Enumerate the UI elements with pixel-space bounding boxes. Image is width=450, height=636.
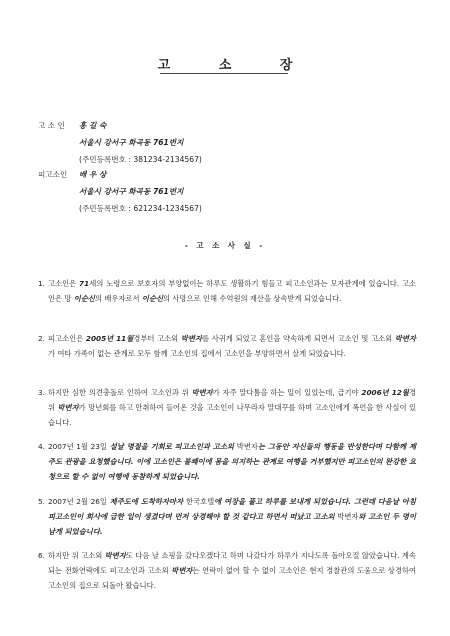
emphasis-text: 설날 명절을 기회로 피고소인과 고소외 [106, 442, 237, 451]
emphasis-text: 박변자 [394, 334, 416, 343]
accused-id: (주민등록번호 : 621234-1234567) [79, 204, 202, 213]
emphasis-text: 박변자 [57, 403, 79, 412]
paragraph-number: 2. [38, 334, 45, 343]
paragraph-number: 5. [38, 497, 45, 506]
plain-text: 하지만 심한 의견충돌로 인하여 고소인과 위 [48, 388, 192, 397]
paragraph-number: 4. [38, 442, 45, 451]
plain-text: 도 다음 날 쇼핑을 갔다오겠다고 하며 나갔다가 하루가 지나도록 돌아오질 않았습니다. 계속되는 전화연락에도 피고소인과 고소외 [48, 551, 416, 575]
plain-text: 2007년 2월 26일 [48, 497, 107, 506]
paragraph-text [48, 276, 416, 306]
emphasis-text: 는 그동안 자신들의 행동을 반성한다며 다함께 제주도 관광을 요청했습니다. 이에 고소인은 불쾌이에 몸을 의지하는 관계로 여행을 거부했지만 피고소인의 완강한 요청으로 할 수 없이 여행에 동참하게 되었습니다. [48, 442, 416, 481]
accused-label: 피고소인 [38, 170, 68, 179]
paragraph-text [48, 385, 416, 430]
emphasis-text: 이순신 [141, 294, 164, 303]
plain-text: 가 망년회를 하고 만취하여 들어온 것을 고소인이 나무라자 말대꾸를 하며 고소인에게 폭언을 한 사실이 있습니다. [48, 403, 416, 427]
complainant-label: 고 소 인 [38, 121, 65, 130]
accused-name: 배 우 상 [79, 170, 107, 179]
paragraph [38, 494, 416, 539]
accused-block [38, 166, 202, 217]
plain-text: 를 사귀게 되었고 혼인을 약속하게 되면서 고소인 및 고소외 [202, 334, 395, 343]
paragraph-text [48, 331, 416, 361]
emphasis-text: 박변자 [180, 334, 203, 343]
paragraph-number: 6. [38, 551, 45, 560]
plain-text: 박변자 [236, 442, 258, 451]
section-heading: - 고 소 사 실 - [184, 241, 266, 250]
emphasis-text: 71 [79, 279, 90, 288]
complainant-address: 서울시 강서구 화곡동 761번지 [79, 138, 184, 147]
plain-text: 한국호텔 [185, 497, 215, 506]
emphasis-text: 2006년 12월 [361, 388, 409, 397]
plain-text: 의 사망으로 인해 수억원의 재산을 상속받게 되었습니다. [163, 294, 342, 303]
emphasis-text: 박변자 [191, 388, 213, 397]
paragraph [38, 331, 416, 361]
plain-text: 의 배우자로서 [94, 294, 142, 303]
paragraph-number: 1. [38, 279, 45, 288]
plain-text: 고소인은 [48, 279, 80, 288]
plain-text: 박변자 [337, 512, 359, 521]
plain-text: 경 위 [48, 388, 416, 412]
plain-text: 2007년 1월 23일 [48, 442, 107, 451]
plain-text: 는 연락이 없어 할 수 없이 고소인은 현지 경찰관의 도움으로 상경하여 고소인의 집으로 되돌아 왔습니다. [48, 566, 416, 590]
paragraph-number: 3. [38, 388, 45, 397]
plain-text: 하지만 위 고소외 [48, 551, 105, 560]
emphasis-text: 이순신 [73, 294, 95, 303]
paragraph-text [48, 494, 416, 539]
emphasis-text: 에 여장을 풀고 하루를 보내게 되었습니다. 그런데 다음날 아침 피고소인이 회사에 급한 일이 생겼다며 먼저 상경해야 할 것 같다고 하면서 떠났고 고소외 [48, 497, 416, 521]
paragraph-text [48, 439, 416, 484]
emphasis-text: 제주도에 도착하자마자 [106, 497, 186, 506]
paragraph [38, 548, 416, 593]
plain-text: 가 자주 말다툼을 하는 일이 있었는데, 급기야 [212, 388, 362, 397]
paragraph-text [48, 548, 416, 593]
plain-text: 경부터 고소외 [133, 334, 181, 343]
emphasis-text: 박변자 [171, 566, 193, 575]
document-title: 고 소 장 [157, 58, 315, 73]
emphasis-text: 박변자 [104, 551, 126, 560]
accused-address: 서울시 강서구 화곡동 761번지 [79, 187, 184, 196]
paragraph [38, 385, 416, 430]
plain-text: 피고소인은 [48, 334, 86, 343]
complainant-id: (주민등록번호 : 381234-2134567) [79, 155, 202, 164]
emphasis-text: 2005년 11월 [85, 334, 134, 343]
plain-text: 가 여타 가족이 없는 관계로 모두 함께 고소인의 집에서 고소인을 부양하면서 살게 되었습니다. [48, 349, 347, 358]
paragraph [38, 276, 416, 306]
emphasis-text: 와 고소인 두 명이 남게 되었습니다. [48, 512, 416, 536]
complainant-block [38, 117, 202, 168]
paragraph [38, 439, 416, 484]
plain-text: 세의 노령으로 보호자의 부양없이는 하루도 생활하기 힘들고 피고소인과는 모자관계에 있습니다. 고소인은 망 [48, 279, 417, 303]
title-underline [160, 73, 288, 74]
complainant-name: 홍 길 숙 [79, 121, 107, 130]
